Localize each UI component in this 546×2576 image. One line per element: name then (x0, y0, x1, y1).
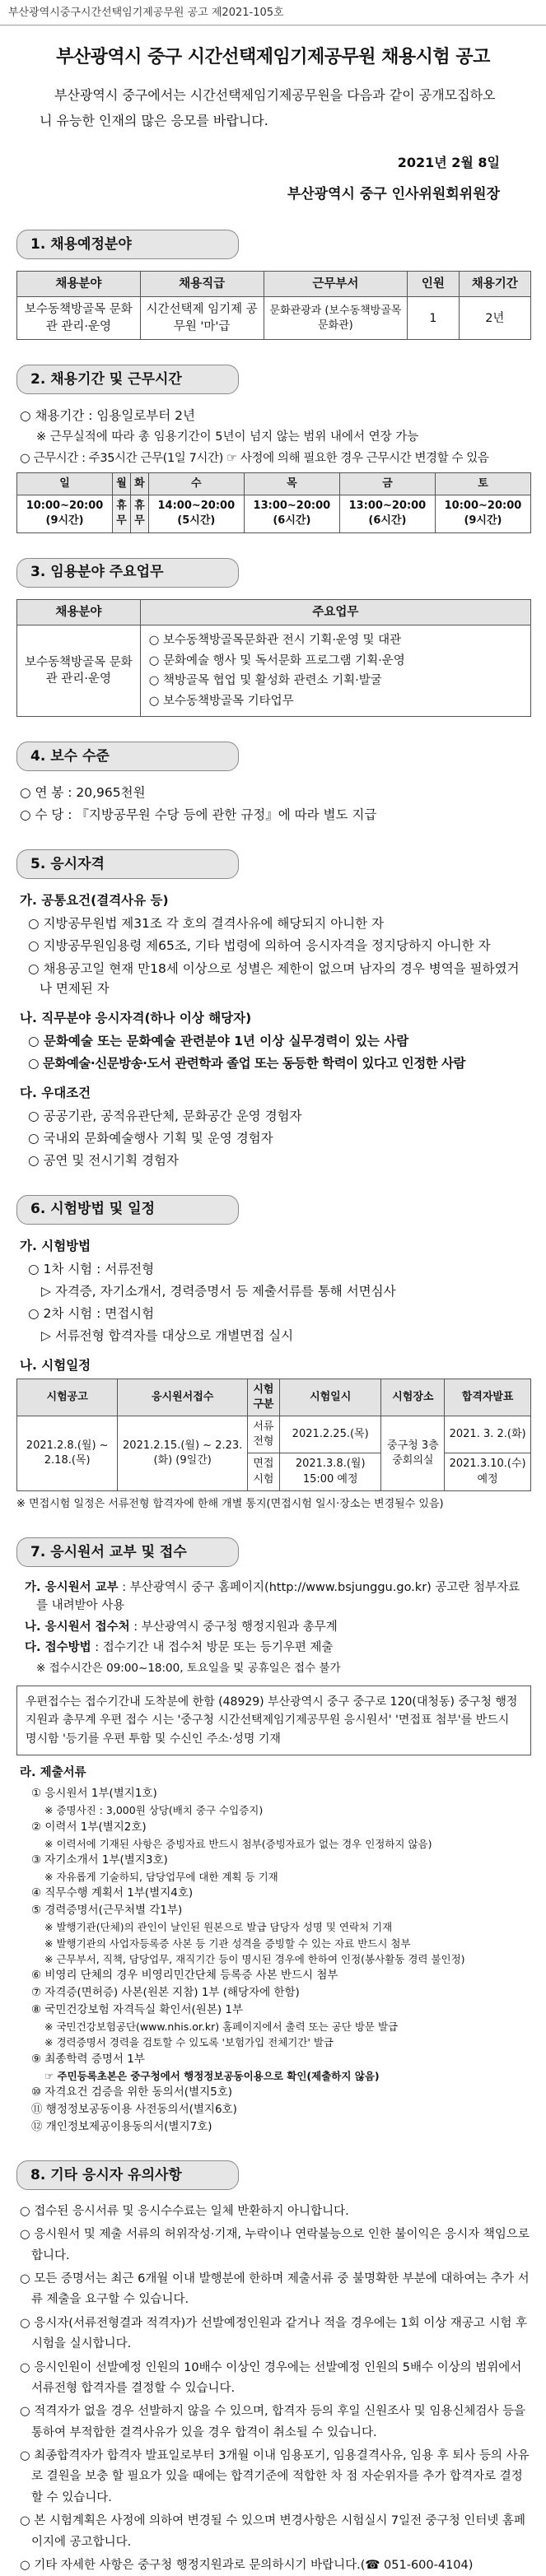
th-dept: 근무부서 (264, 272, 408, 297)
docs-list (16, 1785, 531, 2135)
form-place-text: : 부산광역시 중구청 행정지원과 총무계 (133, 1620, 338, 1634)
day-wed: 수 (148, 473, 244, 495)
exam-schedule-table (16, 1379, 531, 1491)
section-2-body (16, 406, 531, 533)
td-count: 1 (408, 297, 459, 340)
th-apply: 응시원서접수 (118, 1379, 248, 1416)
form-issue (16, 1579, 531, 1616)
section-4-body (16, 783, 531, 825)
result-doc: 2021. 3. 2.(화) (445, 1416, 531, 1453)
time-tue: 휴무 (130, 495, 148, 532)
time-thu: 13:00~20:00 (6시간) (244, 495, 339, 532)
form-place (16, 1618, 531, 1636)
day-sun: 일 (17, 473, 113, 495)
exam-date-interview: 2021.3.8.(월) 15:00 예정 (279, 1453, 381, 1490)
time-mon: 휴무 (113, 495, 131, 532)
recruit-table (16, 271, 531, 340)
th-datetime: 시험일시 (279, 1379, 381, 1416)
notice-period: 2021.2.8.(월) ~ 2.18.(목) (17, 1416, 118, 1491)
section-5-header: 5. 응시자격 (16, 849, 239, 879)
td-rank: 시간선택제 임기제 공무원 '마'급 (140, 297, 264, 340)
duties-table (16, 599, 531, 718)
notice-number: 부산광역시중구시간선택임기제공무원 공고 제2021-105호 (0, 0, 546, 26)
notice-item: ○ 본 시험계획은 사정에 의하여 변경될 수 있으며 변경사항은 시험실시 7일전 중구청 인터넷 홈페이지에 공고합니다. (20, 2514, 526, 2549)
exam-method-item: ▷ 자격증, 자기소개서, 경력증명서 등 제출서류를 통해 서면심사 (41, 1283, 396, 1299)
section-3-body (16, 599, 531, 718)
notice-item: ○ 접수된 응시서류 및 응시수수료는 일체 반환하지 아니합니다. (20, 2204, 349, 2218)
doc-item: ⑪ 행정정보공동이용 사전동의서(별지6호) (31, 2103, 237, 2117)
section-3-header: 3. 임용분야 주요업무 (16, 558, 239, 588)
job-req-heading: 나. 직무분야 응시자격(하나 이상 해당자) (20, 1010, 252, 1025)
doc-note: ※ 국민건강보험공단(www.nhis.or.kr) 홈페이지에서 출력 또는 공단 방문 발급 (44, 2020, 399, 2034)
preference-item: ○ 국내외 문화예술행사 기획 및 운영 경험자 (28, 1130, 273, 1146)
preference-item: ○ 공연 및 전시기획 경험자 (28, 1152, 179, 1168)
doc-note: ※ 근무부서, 직책, 담당업무, 재직기간 등이 명시된 경우에 한하여 인정(봉사활동 경력 불인정) (44, 1952, 465, 1965)
section-7-body (16, 1579, 531, 2136)
duty-task: ○ 문화예술 행사 및 독서문화 프로그램 기획·운영 (148, 653, 405, 667)
section-1-header: 1. 채용예정분야 (16, 230, 239, 259)
th-duty-field: 채용분야 (17, 599, 141, 625)
notice-date: 2021년 2월 8일 (397, 155, 500, 171)
doc-item: ⑥ 비영리 단체의 경우 비영리민간단체 등록증 사본 반드시 첨부 (31, 1969, 338, 1983)
exam-method-heading: 가. 시험방법 (20, 1238, 91, 1253)
doc-item: ⑩ 자격요건 검증을 위한 동의서(별지5호) (31, 2085, 233, 2099)
form-place-label: 나. 응시원서 접수처 (25, 1620, 130, 1634)
td-dept: 문화관광과 (보수동책방골목문화관) (264, 297, 408, 340)
day-thu: 목 (244, 473, 339, 495)
apply-period: 2021.2.15.(월) ~ 2.23.(화) (9일간) (118, 1416, 248, 1491)
form-time-note: ※ 접수시간은 09:00~18:00, 토요일을 및 공휴일은 접수 불가 (36, 1661, 341, 1675)
doc-note: ☞ 주민등록초본은 중구청에서 행정정보공동이용으로 확인(제출하지 않음) (44, 2069, 380, 2082)
notice-item: ○ 응시자(서류전형결과 적격자)가 선발예정인원과 같거나 적을 경우에는 1회 이상 재공고 시험 후 시험을 실시합니다. (20, 2316, 528, 2351)
period-line: ○ 채용기간 : 임용일로부터 2년 (20, 408, 196, 424)
doc-item: ⑧ 국민건강보험 자격득실 확인서(원본) 1부 (31, 2003, 244, 2017)
weekly-schedule (16, 472, 531, 533)
form-method (16, 1639, 531, 1657)
th-duty-tasks: 주요업무 (140, 599, 530, 625)
section-8-body (16, 2202, 531, 2576)
doc-item: ⑦ 자격증(면허증) 사본(원본 지참) 1부 (해당자에 한함) (31, 1986, 300, 2000)
notice-item: ○ 최종합격자가 합격자 발표일로부터 3개월 이내 임용포기, 임용결격사유, 임용 후 퇴사 등의 사유로 결원을 보충 할 필요가 있을 때에는 합격기준에 적합한 차 점 자순위자를 추가 합격자로 결정할 수 있습니다. (20, 2449, 530, 2504)
notice-item: ○ 적격자가 없을 경우 선발하지 않을 수 있으며, 합격자 등의 후일 신원조사 및 임용신체검사 등을 통하여 부적합한 결격사유가 있을 경우 합격이 취소될 수 있습니다. (20, 2405, 526, 2439)
exam-place: 중구청 3층 중회의실 (381, 1416, 445, 1491)
day-fri: 금 (339, 473, 435, 495)
duty-tasks (140, 625, 530, 717)
doc-note: ※ 경력증명서 경력을 검토할 수 있도록 '보험가입 전체기간' 발급 (44, 2036, 334, 2049)
doc-item: ① 응시원서 1부(별지1호) (31, 1787, 157, 1801)
exam-method-item: ○ 1차 시험 : 서류전형 (28, 1261, 155, 1276)
common-req-item: ○ 채용공고일 현재 만18세 이상으로 성별은 제한이 없으며 남자의 경우 병역을 필하였거나 면제된 자 (28, 960, 520, 996)
doc-note: ※ 이력서에 기재된 사항은 증빙자료 반드시 첨부(증빙자료가 없는 경우 인정하지 않음) (44, 1837, 432, 1850)
time-sat: 10:00~20:00 (9시간) (435, 495, 530, 532)
doc-note: ※ 발행기관의 사업자등록증 사본 등 기관 성격을 증빙할 수 있는 자료 반드시 첨부 (44, 1937, 411, 1950)
job-req-item: ○ 문화예술 또는 문화예술 관련분야 1년 이상 실무경력이 있는 사람 (28, 1033, 409, 1049)
intro-text: 부산광역시 중구에서는 시간선택제임기제공무원을 다음과 같이 공개모집하오니 유능한 인재의 많은 응모를 바랍니다. (40, 87, 496, 128)
th-field: 채용분야 (17, 272, 141, 297)
salary-line: ○ 연 봉 : 20,965천원 (20, 785, 146, 801)
preference-heading: 다. 우대조건 (20, 1085, 91, 1100)
day-tue: 화 (130, 473, 148, 495)
notice-item: ○ 응시인원이 선발예정 인원의 10배수 이상인 경우에는 선발예정 인원의 5배수 이상의 범위에서 서류전형 합격자를 결정할 수 있습니다. (20, 2360, 522, 2395)
allowance-line: ○ 수 당 : 『지방공무원 수당 등에 관한 규정』에 따라 별도 지급 (20, 807, 377, 823)
time-fri: 13:00~20:00 (6시간) (339, 495, 435, 532)
doc-note: ※ 발행기관(단체)의 관인이 날인된 원본으로 발급 담당자 성명 및 연락처 기재 (44, 1921, 393, 1934)
preference-item: ○ 공공기관, 공적유관단체, 문화공간 운영 경험자 (28, 1108, 302, 1123)
day-mon: 월 (113, 473, 131, 495)
doc-item: ⑤ 경력증명서(근무처별 각1부) (31, 1904, 183, 1918)
schedule-note: ※ 면접시험 일정은 서류전형 합격자에 한해 개별 통지(면접시험 일시·장소는 변경될수 있음) (16, 1497, 444, 1510)
result-interview: 2021.3.10.(수) 예정 (445, 1453, 531, 1490)
time-sun: 10:00~20:00 (9시간) (17, 495, 113, 532)
section-8-header: 8. 기타 응시자 유의사항 (16, 2160, 239, 2190)
th-type: 시험구분 (247, 1379, 279, 1416)
duty-task: ○ 보수동책방골목 기타업무 (148, 694, 294, 708)
duty-task: ○ 책방골목 협업 및 활성화 관련소 기획·발굴 (148, 674, 382, 688)
section-4-header: 4. 보수 수준 (16, 742, 239, 771)
notice-item: ○ 모든 증명서는 최근 6개월 이내 발행분에 한하며 제출서류 중 불명확한 부분에 대하여는 추가 서류 제출을 요구할 수 있습니다. (20, 2272, 530, 2307)
job-req-item: ○ 문화예술·신문방송·도서 관련학과 졸업 또는 동등한 학력이 있다고 인정한 사람 (28, 1055, 466, 1071)
duty-field: 보수동책방골목 문화관 관리·운영 (17, 625, 141, 717)
form-method-label: 다. 접수방법 (25, 1641, 91, 1655)
td-period: 2년 (459, 297, 530, 340)
section-2-header: 2. 채용기간 및 근무시간 (16, 365, 239, 394)
exam-type-doc: 서류전형 (247, 1416, 279, 1453)
doc-item: ④ 직무수행 계획서 1부(별지4호) (31, 1886, 194, 1900)
th-rank: 채용직급 (140, 272, 264, 297)
docs-heading: 라. 제출서류 (20, 1765, 86, 1779)
doc-item: ③ 자기소개서 1부(별지3호) (31, 1853, 168, 1867)
exam-type-interview: 면접시험 (247, 1453, 279, 1490)
doc-item: ② 이력서 1부(별지2호) (31, 1820, 147, 1834)
exam-schedule-heading: 나. 시험일정 (20, 1357, 91, 1373)
issuer: 부산광역시 중구 인사위원회위원장 (287, 185, 500, 202)
section-6-header: 6. 시험방법 및 일정 (16, 1195, 239, 1225)
page-title: 부산광역시 중구 시간선택제임기제공무원 채용시험 공고 (56, 47, 490, 68)
day-sat: 토 (435, 473, 530, 495)
common-req-heading: 가. 공통요건(결격사유 등) (20, 893, 169, 909)
th-notice: 시험공고 (17, 1379, 118, 1416)
common-req-item: ○ 지방공무원법 제31조 각 호의 결격사유에 해당되지 아니한 자 (28, 916, 385, 932)
duty-task: ○ 보수동책방골목문화관 전시 기획·운영 및 대관 (148, 633, 402, 647)
th-count: 인원 (408, 272, 459, 297)
period-note: ※ 근무실적에 따라 총 임용기간이 5년이 넘지 않는 범위 내에서 연장 가능 (36, 430, 419, 444)
th-period: 채용기간 (459, 272, 530, 297)
td-field: 보수동책방골목 문화관 관리·운영 (17, 297, 141, 340)
section-7-header: 7. 응시원서 교부 및 접수 (16, 1537, 239, 1567)
section-6-body (16, 1236, 531, 1513)
th-place: 시험장소 (381, 1379, 445, 1416)
doc-note: ※ 증명사진 : 3,000원 상당(배치 중구 수입증지) (44, 1804, 264, 1817)
section-1-body (16, 271, 531, 340)
form-issue-label: 가. 응시원서 교부 (25, 1581, 119, 1594)
notice-item: ○ 기타 자세한 사항은 중구청 행정지원과로 문의하시기 바랍니다.(☎ 051-600-4104) (20, 2558, 474, 2572)
time-wed: 14:00~20:00 (5시간) (148, 495, 244, 532)
exam-date-doc: 2021.2.25.(목) (279, 1416, 381, 1453)
section-5-body (16, 890, 531, 1169)
notice-item: ○ 응시원서 및 제출 서류의 허위작성·기재, 누락이나 연락불능으로 인한 불이익은 응시자 책임으로 합니다. (20, 2228, 530, 2262)
doc-note: ※ 자유롭게 기술하되, 담당업무에 대한 계획 등 기재 (44, 1870, 278, 1883)
common-req-item: ○ 지방공무원임용령 제65조, 기타 법령에 의하여 응시자격을 정지당하지 아니한 자 (28, 938, 491, 954)
form-issue-text: : 부산광역시 중구 홈페이지(http://www.bsjunggu.go.kr) 공고란 첨부자료를 내려받아 사용 (36, 1581, 520, 1613)
doc-item: ⑨ 최종학력 증명서 1부 (31, 2052, 145, 2066)
th-result: 합격자발표 (445, 1379, 531, 1416)
exam-method-item: ▷ 서류전형 합격자를 대상으로 개별면접 실시 (41, 1328, 294, 1343)
doc-item: ⑫ 개인정보제공이용동의서(별지7호) (31, 2119, 212, 2133)
mail-notice-box: 우편접수는 접수기간내 도착분에 한함 (48929) 부산광역시 중구 중구로 120(대청동) 중구청 행정지원과 총무계 우편 접수 시는 '중구청 시간선택제임기제공무원 응시원서' '면접표 첨부'를 반드시 명시함 '등기를 우편 투함 및 수신인 주소·성명 기재 (16, 1686, 531, 1755)
exam-method-item: ○ 2차 시험 : 면접시험 (28, 1305, 155, 1321)
form-method-text: : 접수기간 내 접수처 방문 또는 등기우편 제출 (95, 1641, 334, 1655)
hours-line: ○ 근무시간 : 주35시간 근무(1일 7시간) ☞ 사정에 의해 필요한 경우 근무시간 변경할 수 있음 (20, 451, 489, 465)
